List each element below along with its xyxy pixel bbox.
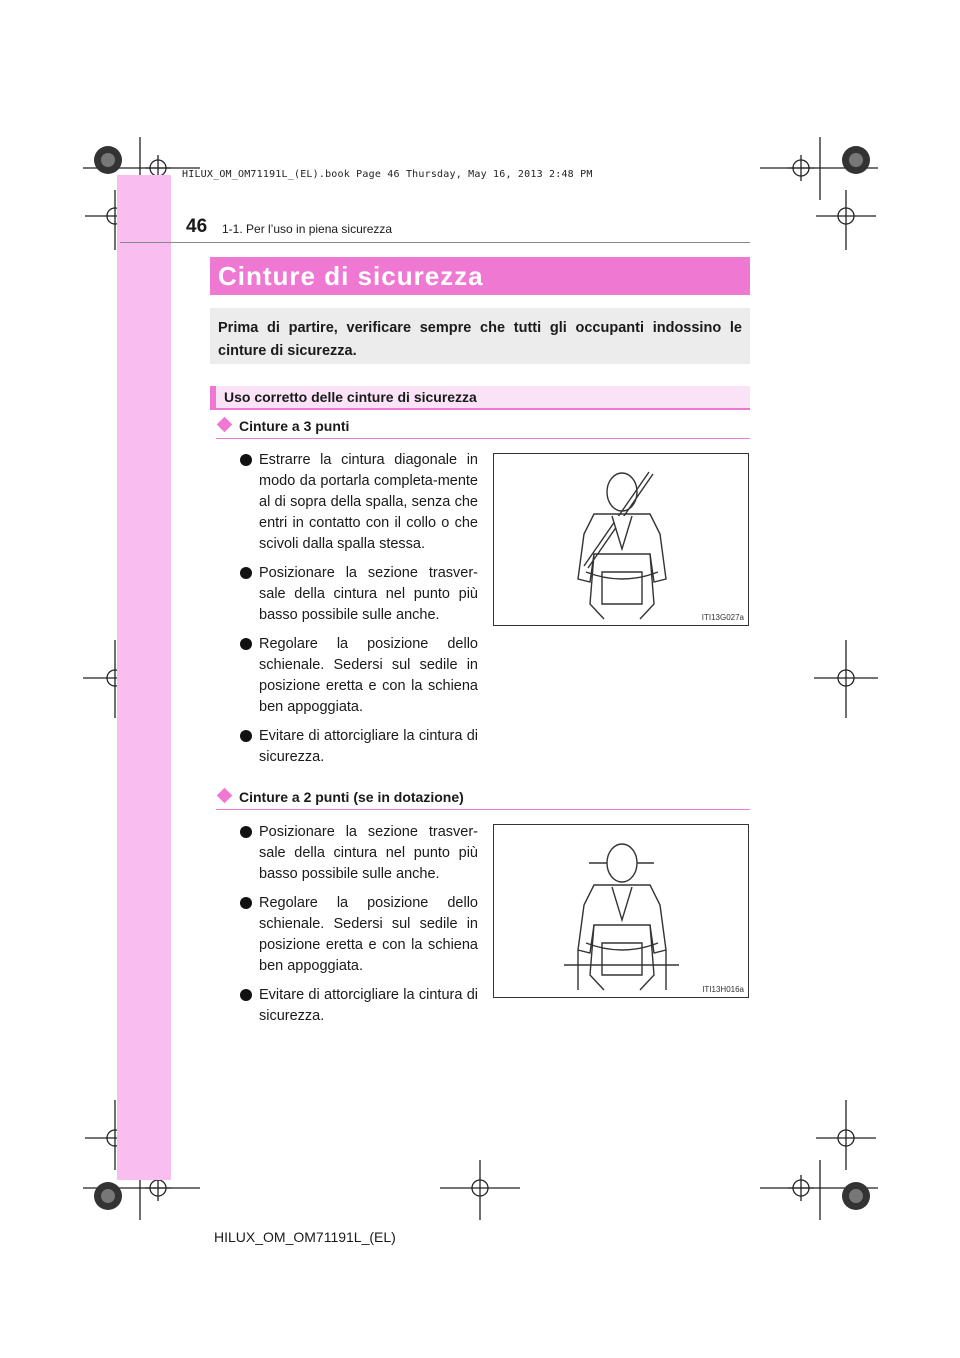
seated-person-2pt-illustration xyxy=(494,825,748,997)
page-edge-strip xyxy=(117,175,171,1180)
section-label: 1-1. Per l’uso in piena sicurezza xyxy=(222,222,393,236)
footer-code: HILUX_OM_OM71191L_(EL) xyxy=(214,1229,396,1245)
bullet-icon xyxy=(240,567,252,579)
subheading: Uso corretto delle cinture di sicurezza xyxy=(210,386,750,410)
bullet-icon xyxy=(240,989,252,1001)
diamond-icon xyxy=(217,788,233,804)
bullet-icon xyxy=(240,826,252,838)
bullet-icon xyxy=(240,638,252,650)
figure-2pt-belt xyxy=(493,824,749,998)
intro-box: Prima di partire, verificare sempre che tutti gli occupanti indossino le cinture di sicurezza. xyxy=(210,308,750,364)
bullet-icon xyxy=(240,730,252,742)
figure-code: ITI13G027a xyxy=(701,613,744,622)
page-number: 46 xyxy=(186,216,208,237)
figure-code: ITI13H016a xyxy=(702,985,744,994)
page-title: Cinture di sicurezza xyxy=(210,257,750,295)
bullet-list-2pt xyxy=(240,822,478,1035)
bullet-icon xyxy=(240,897,252,909)
section-heading-2pt: Cinture a 2 punti (se in dotazione) xyxy=(216,789,750,810)
list-item: Regolare la posizione dello schienale. Sedersi sul sedile in posizione eretta e con la schiena ben appoggiata. xyxy=(240,893,478,977)
bullet-icon xyxy=(240,454,252,466)
list-item: Posizionare la sezione trasver-sale della cintura nel punto più basso possibile sulle anche. xyxy=(240,563,478,626)
list-item: Regolare la posizione dello schienale. Sedersi sul sedile in posizione eretta e con la schiena ben appoggiata. xyxy=(240,634,478,718)
list-item: Estrarre la cintura diagonale in modo da portarla completa-mente al di sopra della spalla, senza che entri in contatto con il collo o che scivoli dalla spalla stessa. xyxy=(240,450,478,555)
section-heading-3pt: Cinture a 3 punti xyxy=(216,418,750,439)
list-item: Evitare di attorcigliare la cintura di sicurezza. xyxy=(240,726,478,768)
header-rule xyxy=(120,242,750,243)
book-stamp: HILUX_OM_OM71191L_(EL).book Page 46 Thursday, May 16, 2013 2:48 PM xyxy=(182,169,593,180)
bullet-list-3pt xyxy=(240,450,478,776)
figure-3pt-belt xyxy=(493,453,749,626)
list-item: Evitare di attorcigliare la cintura di sicurezza. xyxy=(240,985,478,1027)
seated-person-3pt-illustration xyxy=(494,454,748,625)
list-item: Posizionare la sezione trasver-sale della cintura nel punto più basso possibile sulle anche. xyxy=(240,822,478,885)
diamond-icon xyxy=(217,417,233,433)
